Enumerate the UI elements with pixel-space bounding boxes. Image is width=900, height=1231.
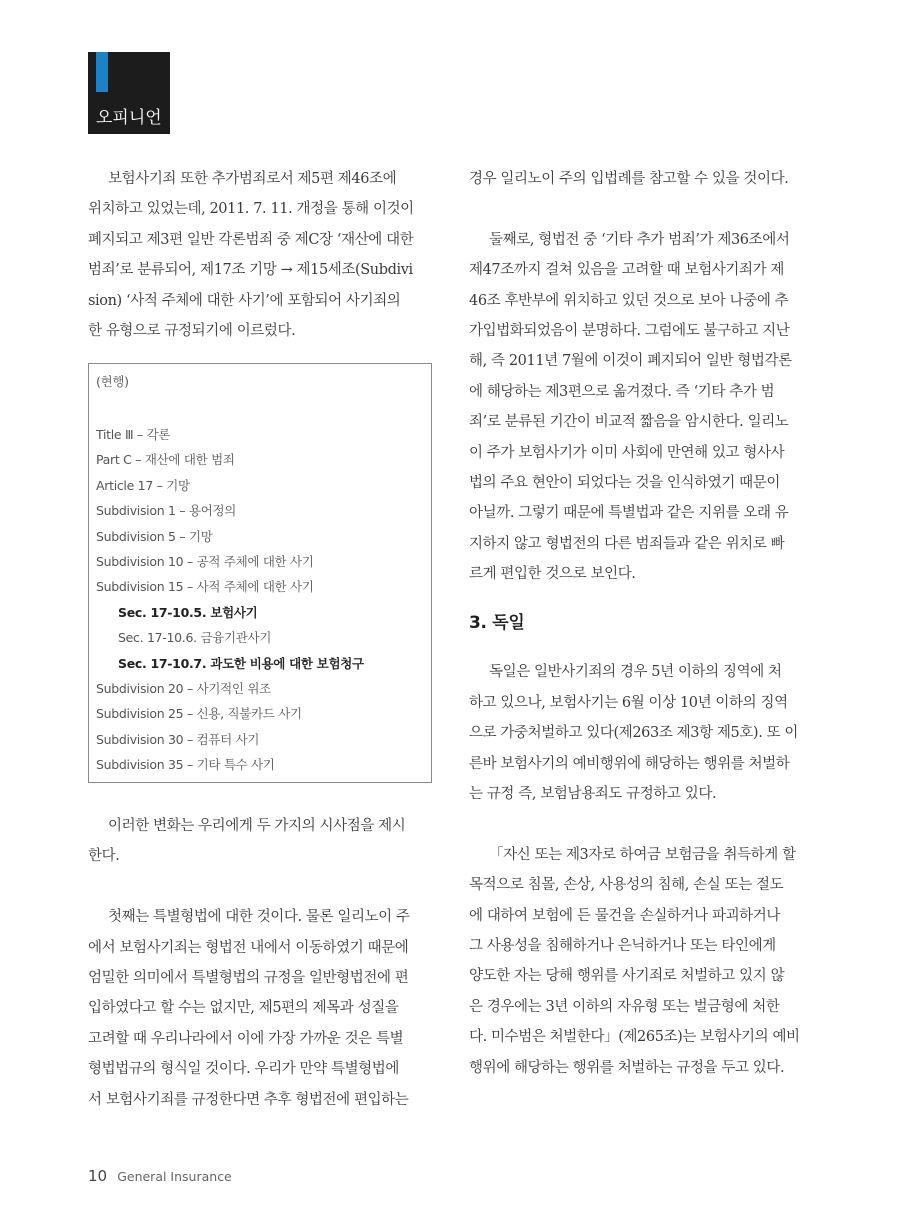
text-line: 한 유형으로 규정되기에 이르렀다. <box>88 322 296 339</box>
right-para-4 <box>469 840 813 1083</box>
text-line: 가입법화되었음이 분명하다. 그럼에도 불구하고 지난 <box>469 322 790 339</box>
text-line: 46조 후반부에 위치하고 있던 것으로 보아 나중에 추 <box>469 292 789 309</box>
text-line: 해, 즉 2011년 7월에 이것이 폐지되어 일반 형법각론 <box>469 353 792 370</box>
text-line: 엄밀한 의미에서 특별형법의 규정을 일반형법전에 편 <box>88 969 409 986</box>
left-column-lower <box>88 811 434 1115</box>
text-line: 범죄’로 분류되어, 제17조 기망 → 제15세조(Subdivi <box>88 262 413 279</box>
statute-box-header: (현행) <box>96 374 129 389</box>
statute-item: Subdivision 15 – 사적 주체에 대한 사기 <box>96 579 314 595</box>
statute-item: Subdivision 1 – 용어정의 <box>96 503 237 519</box>
section-tag <box>88 52 170 134</box>
statute-item-highlight: Sec. 17-10.7. 과도한 비용에 대한 보험청구 <box>118 655 364 671</box>
text-line: 고려할 때 우리나라에서 이에 가장 가까운 것은 특별 <box>88 1030 404 1047</box>
text-line: 에 대하여 보험에 든 물건을 손실하거나 파괴하거나 <box>469 907 781 924</box>
text-line: 다. 미수범은 처벌한다」(제265조)는 보험사기의 예비 <box>469 1029 800 1046</box>
statute-item: Article 17 – 기망 <box>96 477 190 493</box>
statute-item: Part C – 재산에 대한 범죄 <box>96 452 235 468</box>
text-line: 법의 주요 현안이 되었다는 것을 인식하였기 때문이 <box>469 474 781 491</box>
text-line: 제47조까지 걸쳐 있음을 고려할 때 보험사기죄가 제 <box>469 262 785 279</box>
text-line: 하고 있으나, 보험사기는 6월 이상 10년 이하의 징역 <box>469 694 788 711</box>
statute-item: Subdivision 10 – 공적 주체에 대한 사기 <box>96 553 314 569</box>
text-line: 서 보험사기죄를 규정한다면 추후 형법전에 편입하는 <box>88 1091 409 1108</box>
publication-name: General Insurance <box>117 1169 232 1184</box>
statute-item: Title Ⅲ – 각론 <box>96 427 171 442</box>
text-line: 이러한 변화는 우리에게 두 가지의 시사점을 제시 <box>108 818 406 834</box>
text-line: 위치하고 있었는데, 2011. 7. 11. 개정을 통해 이것이 <box>88 201 414 218</box>
text-line: 양도한 자는 당해 행위를 사기죄로 처벌하고 있지 않 <box>469 968 785 985</box>
text-line: 목적으로 침몰, 손상, 사용성의 침해, 손실 또는 절도 <box>469 877 784 894</box>
statute-item-highlight: Sec. 17-10.5. 보험사기 <box>118 604 258 620</box>
text-line: 은 경우에는 3년 이하의 자유형 또는 벌금형에 처한 <box>469 998 780 1015</box>
statute-item: Subdivision 35 – 기타 특수 사기 <box>96 757 275 773</box>
section-heading: 3. 독일 <box>469 613 525 634</box>
text-line: 르게 편입한 것으로 보인다. <box>469 566 636 583</box>
statute-list <box>96 422 364 777</box>
text-line: 이 주가 보험사기가 이미 사회에 만연해 있고 형사사 <box>469 444 785 461</box>
left-para-2 <box>88 811 434 872</box>
text-line: 첫째는 특별형법에 대한 것이다. 물론 일리노이 주 <box>108 909 410 926</box>
text-line: 는 규정 즉, 보험남용죄도 규정하고 있다. <box>469 786 717 803</box>
left-para-1 <box>88 164 434 346</box>
text-line: 에 해당하는 제3편으로 옮겨졌다. 즉 ‘기타 추가 범 <box>469 383 775 400</box>
statute-item: Subdivision 5 – 기망 <box>96 528 213 544</box>
statute-item: Subdivision 25 – 신용, 직불카드 사기 <box>96 706 302 722</box>
text-line: 른바 보험사기의 예비행위에 해당하는 행위를 처벌하 <box>469 755 790 772</box>
text-line: 한다. <box>88 848 120 865</box>
text-line: 둘째로, 형법전 중 ‘기타 추가 범죄’가 제36조에서 <box>489 231 790 248</box>
page-number: 10 <box>88 1167 108 1185</box>
text-line: 「자신 또는 제3자로 하여금 보험금을 취득하게 할 <box>489 846 796 863</box>
statute-item: Subdivision 20 – 사기적인 위조 <box>96 680 271 696</box>
text-line: 에서 보험사기죄는 형법전 내에서 이동하였기 때문에 <box>88 939 409 956</box>
statute-item: Subdivision 30 – 컴퓨터 사기 <box>96 731 260 747</box>
text-line: 형법법규의 형식일 것이다. 우리가 만약 특별형법에 <box>88 1061 400 1078</box>
text-line: 보험사기죄 또한 추가범죄로서 제5편 제46조에 <box>108 171 397 187</box>
text-line: 지하지 않고 형법전의 다른 범죄들과 같은 위치로 빠 <box>469 535 785 552</box>
text-line: 폐지되고 제3편 일반 각론범죄 중 제C장 ‘재산에 대한 <box>88 231 414 248</box>
text-line: 죄’로 분류된 기간이 비교적 짧음을 암시한다. 일리노 <box>469 414 789 431</box>
text-line: 행위에 해당하는 행위를 처벌하는 규정을 두고 있다. <box>469 1059 785 1076</box>
section-tag-label: 오피니언 <box>96 108 162 128</box>
right-para-1 <box>469 164 813 194</box>
text-line: 그 사용성을 침해하거나 은닉하거나 또는 타인에게 <box>469 937 776 954</box>
right-column <box>469 164 813 1083</box>
left-column <box>88 164 434 346</box>
text-line: 경우 일리노이 주의 입법례를 참고할 수 있을 것이다. <box>469 171 789 187</box>
text-line: 독일은 일반사기죄의 경우 5년 이하의 징역에 처 <box>489 664 782 681</box>
text-line: 입하였다고 할 수는 없지만, 제5편의 제목과 성질을 <box>88 1000 399 1017</box>
statute-item: Sec. 17-10.6. 금융기관사기 <box>118 630 272 646</box>
text-line: 으로 가중처벌하고 있다(제263조 제3항 제5호). 또 이 <box>469 725 799 742</box>
left-para-3 <box>88 902 434 1115</box>
page-footer <box>88 1166 232 1185</box>
text-line: 아닐까. 그렇기 때문에 특별법과 같은 지위를 오래 유 <box>469 505 789 522</box>
statute-box <box>88 363 432 783</box>
section-tag-accent <box>96 52 108 92</box>
text-line: sion) ‘사적 주체에 대한 사기’에 포함되어 사기죄의 <box>88 292 401 309</box>
right-para-3 <box>469 657 813 809</box>
right-para-2 <box>469 225 813 590</box>
